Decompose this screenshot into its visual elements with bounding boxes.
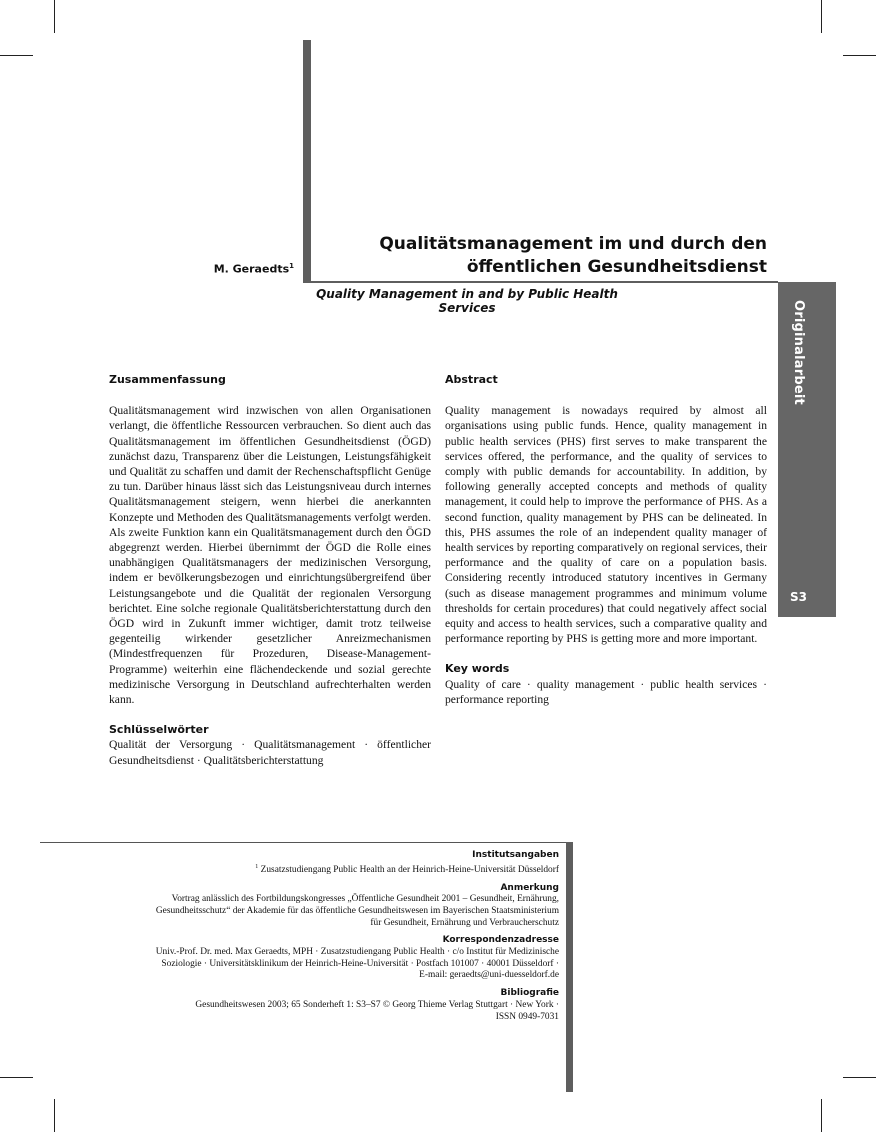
crop-mark: [843, 55, 876, 56]
header-vertical-bar: [303, 40, 311, 282]
abstract-heading: Abstract: [445, 373, 498, 386]
anmerkung-block: [60, 883, 559, 930]
bibliografie-line: Gesundheitswesen 2003; 65 Sonderheft 1: S3–S7 © Georg Thieme Verlag Stuttgart · New York ·: [195, 999, 559, 1010]
bibliografie-issn: ISSN 0949-7031: [495, 1011, 559, 1022]
page-number: S3: [790, 590, 807, 604]
crop-mark: [821, 1099, 822, 1132]
bibliografie-block: [60, 988, 559, 1023]
english-abstract-column: [445, 372, 767, 707]
korrespondenz-block: [60, 935, 559, 982]
crop-mark: [0, 55, 33, 56]
korrespondenz-line: Soziologie · Universitätsklinikum der Heinrich-Heine-Universität · Postfach 101007 · 40001 Düsseldorf ·: [161, 958, 559, 969]
korrespondenz-email: E-mail: geraedts@uni-duesseldorf.de: [419, 970, 559, 981]
zusammenfassung-heading: Zusammenfassung: [109, 373, 226, 386]
anmerkung-line: Gesundheitsschutz“ der Akademie für das öffentliche Gesundheitswesen im Bayerischen Staatsministerium: [155, 905, 559, 916]
title-line: öffentlichen Gesundheitsdienst: [466, 257, 767, 277]
crop-mark: [54, 1099, 55, 1132]
anmerkung-line: für Gesundheit, Ernährung und Verbraucherschutz: [370, 917, 559, 928]
korrespondenz-heading: Korrespondenzadresse: [442, 935, 559, 946]
keywords-text: Quality of care · quality management · public health services · performance reporting: [445, 677, 767, 706]
crop-mark: [821, 0, 822, 33]
crop-mark: [0, 1077, 33, 1078]
keywords-heading: Key words: [445, 662, 510, 676]
abstract-text: Quality management is nowadays required by almost all organisations using public funds. Hence, quality management in public health services (PHS) first serves to make transparent the services offered, the performance, and the quality of services to comply with public demands for accountability. In addition, by following generally accepted concepts and methods of quality management, it could help to improve the performance of PHS. As a second function, quality management by PHS can be delineated. In this, PHS assumes the role of an independent quality manager of health services by reporting comparatively on regional services, their performance and the quality of care on a population basis. Considering recently introduced statutory incentives in Germany (such as disease management programmes and minimum volume thresholds for certain procedures) that could negatively affect social equity and access to health services, such a comparative quality and performance reporting by PHS is getting more and more important.: [445, 404, 767, 646]
institut-block: [60, 850, 559, 877]
anmerkung-line: Vortrag anlässlich des Fortbildungskongresses „Öffentliche Gesundheit 2001 – Gesundheit, Ernährung,: [171, 894, 559, 905]
institut-mark: 1: [255, 863, 259, 870]
title-line: Qualitätsmanagement im und durch den: [379, 234, 767, 254]
institut-text: Zusatzstudiengang Public Health an der Heinrich-Heine-Universität Düsseldorf: [260, 864, 559, 875]
schluesselwoerter-heading: Schlüsselwörter: [109, 723, 209, 737]
author-affiliation-mark: 1: [289, 262, 294, 270]
article-info-block: [60, 850, 559, 1029]
info-vertical-bar: [566, 842, 573, 1092]
institut-heading: Institutsangaben: [472, 850, 559, 860]
crop-mark: [843, 1077, 876, 1078]
anmerkung-heading: Anmerkung: [500, 882, 559, 893]
info-rule: [40, 842, 566, 843]
german-abstract-column: [109, 372, 431, 768]
zusammenfassung-text: Qualitätsmanagement wird inzwischen von allen Organisationen verlangt, die öffentliche Ressourcen verbrauchen. So dient auch das Qualitätsmanagement im öffentlichen Gesundheitsdienst (ÖGD) zunächst dazu, Transparenz über die Leistungen, Leistungsfähigkeit und Qualität zu schaffen und damit der Rechenschaftspflicht Genüge zu tun. Darüber hinaus lässt sich das Leistungsniveau durch internes Qualitätsmanagement steigern, wenn hierbei die anerkannten Konzepte und Methoden des Qualitätsmanagements verfolgt werden. Als zweite Funktion kann ein Qualitätsmanagement durch den ÖGD abgegrenzt werden. Hierbei übernimmt der ÖGD die Rolle eines unabhängigen Qualitätsmanagers der medizinischen Versorgung, indem er bevölkerungsbezogen und einrichtungsübergreifend über Leistungsangebote und die Qualität der regionalen Versorgung berichtet. Eine solche regionale Qualitätsberichterstattung durch den ÖGD wird in Zukunft immer wichtiger, damit trotz teilweise gegenteilig wirkender gesetzlicher Anreizmechanismen (Mindestfrequenzen für Prozeduren, Disease-Management-Programme) weiterhin eine flächendeckende und sozial gerechte medizinische Versorgung in Deutschland aufrechterhalten werden kann.: [109, 404, 431, 707]
bibliografie-heading: Bibliografie: [500, 988, 559, 999]
author-name: M. Geraedts: [213, 262, 290, 276]
section-label: Originalarbeit: [791, 300, 806, 405]
crop-mark: [54, 0, 55, 33]
article-title: [330, 233, 767, 279]
header-rule: [303, 281, 778, 283]
schluesselwoerter-text: Qualität der Versorgung · Qualitätsmanagement · öffentlicher Gesundheitsdienst · Qualitätsberichterstattung: [109, 738, 431, 767]
korrespondenz-line: Univ.-Prof. Dr. med. Max Geraedts, MPH · Zusatzstudiengang Public Health · c/o Institut für Medizinische: [155, 947, 559, 958]
article-subtitle: Quality Management in and by Public Health Services: [316, 287, 618, 315]
author: [150, 262, 294, 276]
